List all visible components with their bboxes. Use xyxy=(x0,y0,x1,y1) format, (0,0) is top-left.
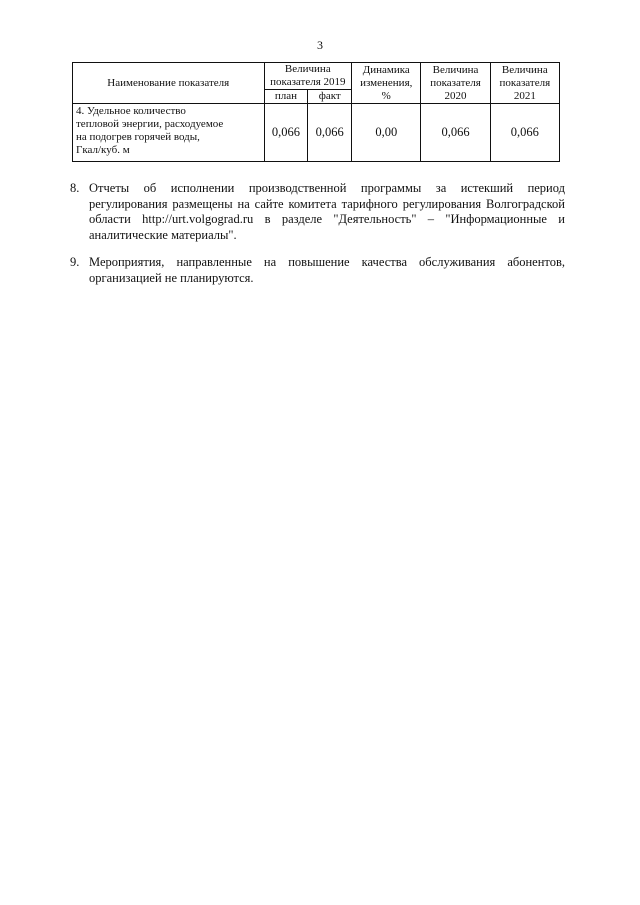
header-value-2020 xyxy=(421,63,490,104)
header-value-2021-line2: показателя xyxy=(499,76,551,89)
header-value-2021-line3: 2021 xyxy=(513,89,536,102)
header-indicator-name xyxy=(73,63,265,104)
value-2021: 0,066 xyxy=(490,104,559,162)
header-dynamics xyxy=(352,63,421,104)
indicator-name-line2: тепловой энергии, расходуемое xyxy=(76,118,224,130)
header-fact: факт xyxy=(308,90,352,104)
header-value-2021-line1: Величина xyxy=(501,63,548,76)
plan-value: 0,066 xyxy=(264,104,308,162)
header-name-text: Наименование показателя xyxy=(107,76,230,89)
paragraph-8-text: Отчеты об исполнении производственной программы за истекший период регулирования размещены на сайте комитета тарифного регулирования Волгоградской области http://urt.volgograd.ru в разделе "Деятельность" – "Информационные и аналитические материалы". xyxy=(89,181,565,242)
header-plan: план xyxy=(264,90,308,104)
paragraph-9-text: Мероприятия, направленные на повышение качества обслуживания абонентов, организацией не планируются. xyxy=(89,255,565,285)
table-row xyxy=(73,104,560,162)
header-value-2020-line3: 2020 xyxy=(444,89,467,102)
paragraph-9 xyxy=(70,255,565,286)
indicator-name-cell xyxy=(73,104,265,162)
header-value-2020-line1: Величина xyxy=(432,63,479,76)
header-value-2019-line2: показателя 2019 xyxy=(270,76,346,88)
header-value-2019 xyxy=(264,63,352,90)
paragraph-8-number: 8. xyxy=(70,181,80,195)
header-value-2019-line1: Величина xyxy=(284,63,331,75)
paragraph-9-number: 9. xyxy=(70,255,80,269)
header-value-2021 xyxy=(490,63,559,104)
header-dynamics-line3: % xyxy=(381,89,391,102)
dynamics-value: 0,00 xyxy=(352,104,421,162)
paragraph-8 xyxy=(70,181,565,243)
indicator-name-line1: 4. Удельное количество xyxy=(76,105,186,117)
header-value-2020-line2: показателя xyxy=(430,76,481,89)
fact-value: 0,066 xyxy=(308,104,352,162)
indicators-table xyxy=(72,62,560,162)
header-dynamics-line1: Динамика xyxy=(362,63,410,76)
page-number: 3 xyxy=(317,38,323,52)
indicator-name-line4: Гкал/куб. м xyxy=(76,144,130,156)
indicator-name-line3: на подогрев горячей воды, xyxy=(76,131,200,143)
value-2020: 0,066 xyxy=(421,104,490,162)
header-dynamics-line2: изменения, xyxy=(360,76,413,89)
